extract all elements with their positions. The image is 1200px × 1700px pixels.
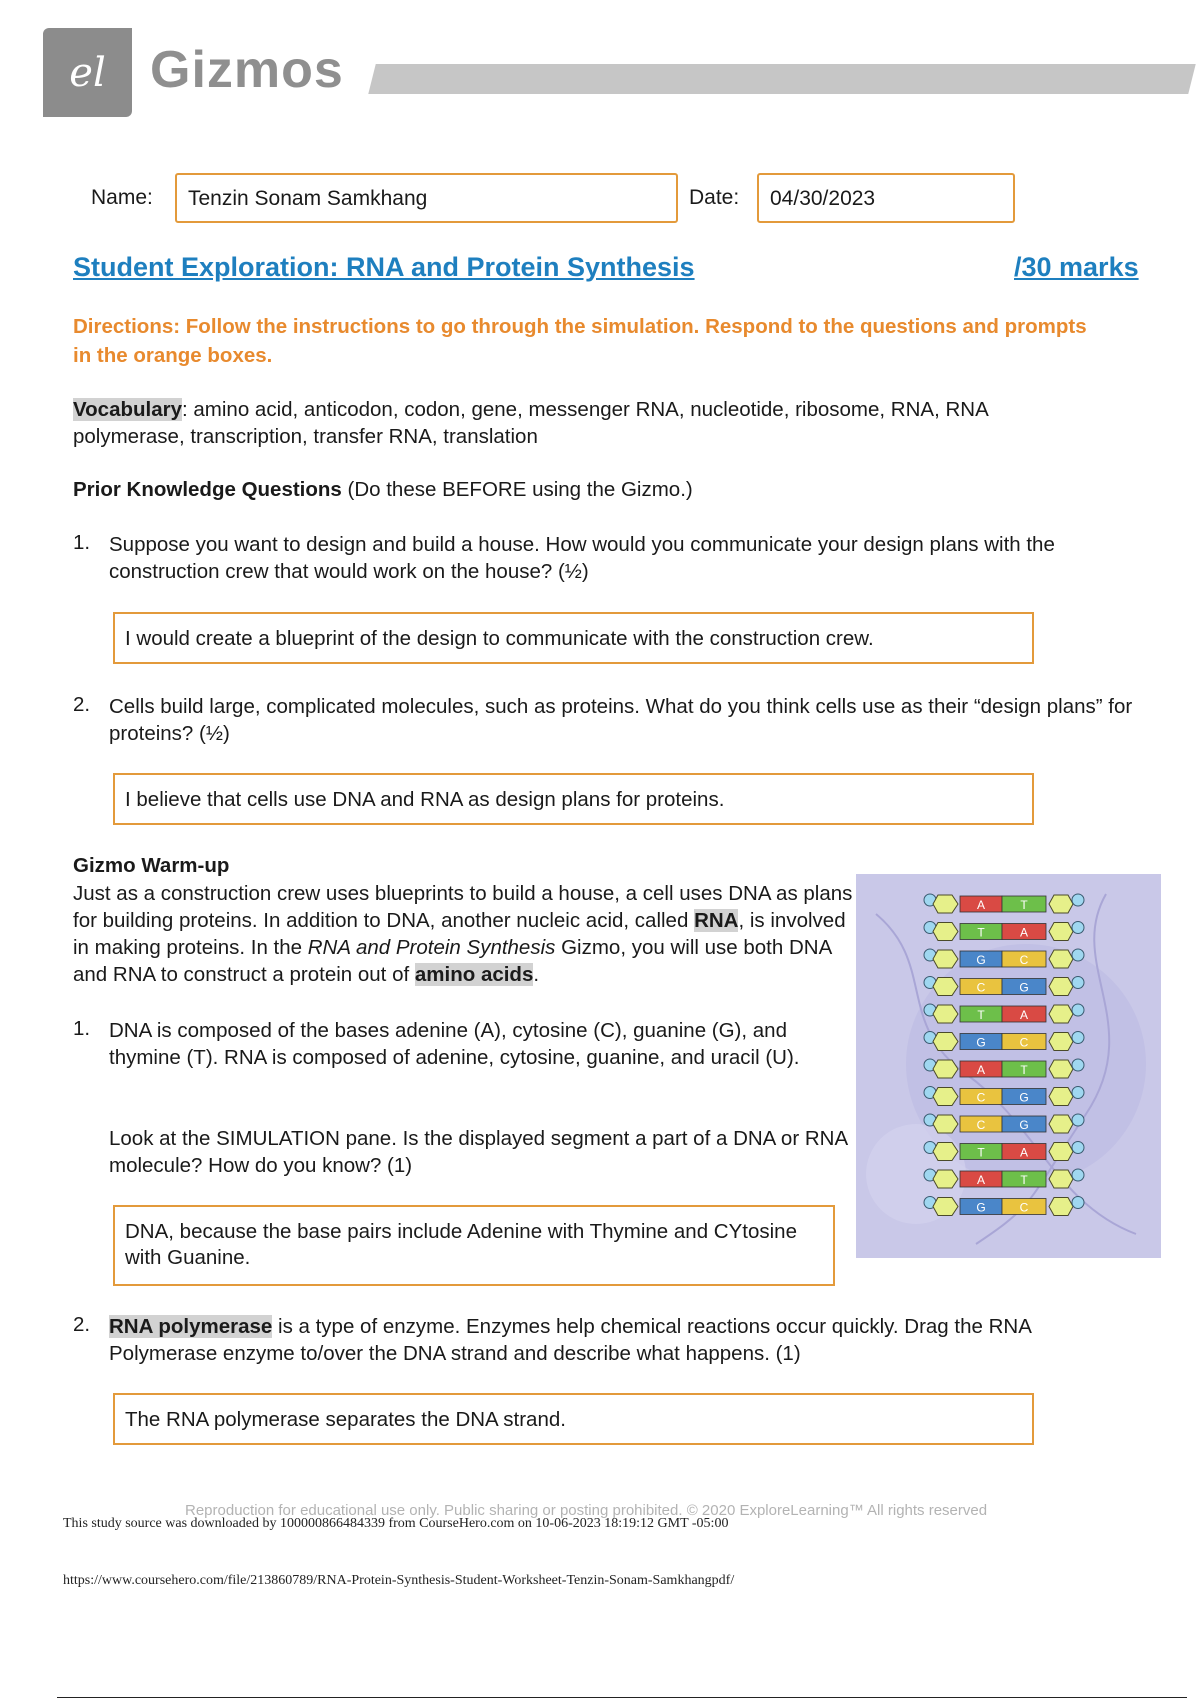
phosphate-right <box>1072 1004 1084 1016</box>
warmup-intro-3: Gizmo, you will use both DNA and RNA to construct a protein out of <box>73 936 832 986</box>
sugar-left <box>933 978 958 996</box>
dna-simulation-image <box>856 874 1161 1258</box>
amino-acids-term: amino acids <box>414 963 534 986</box>
base-letter-left: T <box>977 1145 985 1160</box>
name-field[interactable]: Tenzin Sonam Samkhang <box>175 173 678 223</box>
base-letter-right: G <box>1019 1118 1029 1132</box>
date-label: Date: <box>689 186 740 209</box>
sugar-left <box>933 1005 958 1023</box>
base-letter-left: A <box>976 1063 986 1077</box>
sugar-left <box>933 1143 958 1161</box>
prior-answer-2[interactable]: I believe that cells use DNA and RNA as design plans for proteins. <box>113 773 1034 825</box>
download-source-note: This study source was downloaded by 100000866484339 from CourseHero.com on 10-06-2023 18:19:12 GMT -05:00 <box>63 1516 729 1531</box>
phosphate-right <box>1072 1087 1084 1099</box>
source-url-link[interactable]: https://www.coursehero.com/file/213860789/RNA-Protein-Synthesis-Student-Worksheet-Tenzin-Sonam-Samkhangpdf/ <box>63 1573 735 1588</box>
sugar-left <box>933 1115 958 1133</box>
date-field[interactable]: 04/30/2023 <box>757 173 1015 223</box>
base-letter-left: C <box>976 980 986 995</box>
header-bar <box>368 64 1195 94</box>
phosphate-right <box>1072 1197 1084 1209</box>
sugar-right <box>1049 950 1073 968</box>
sugar-left <box>933 1088 958 1106</box>
base-letter-right: G <box>1019 980 1029 995</box>
base-letter-left: T <box>977 1008 985 1022</box>
warmup-q2-text <box>109 1313 1139 1367</box>
prior-heading-note: (Do these BEFORE using the Gizmo.) <box>341 478 693 501</box>
sugar-left <box>933 1060 958 1078</box>
sugar-right <box>1049 1170 1073 1188</box>
sugar-right <box>1049 895 1073 913</box>
phosphate-right <box>1072 1059 1084 1071</box>
warmup-intro-2: , is involved in making proteins. In the <box>73 909 846 959</box>
warmup-intro-1: Just as a construction crew uses blueprints to build a house, a cell uses DNA as plans for building proteins. In addition to DNA, another nucleic acid, called <box>73 882 853 932</box>
sugar-left <box>933 950 958 968</box>
warmup-answer-1[interactable]: DNA, because the base pairs include Adenine with Thymine and CYtosine with Guanine. <box>113 1205 835 1286</box>
directions: Directions: Follow the instructions to go through the simulation. Respond to the questions and prompts in the orange boxes. <box>73 315 1087 367</box>
logo-glyph: el <box>69 49 106 96</box>
warmup-q2-number: 2. <box>73 1313 91 1336</box>
logo-text: Gizmos <box>150 41 344 99</box>
warmup-intro-4: . <box>533 963 540 986</box>
sugar-left <box>933 1033 958 1051</box>
sugar-left <box>933 895 958 913</box>
base-letter-right: G <box>1019 1090 1029 1105</box>
sugar-right <box>1049 923 1073 941</box>
sugar-right <box>1049 1198 1073 1216</box>
sugar-right <box>1049 1033 1073 1051</box>
base-letter-left: C <box>976 1090 986 1105</box>
base-letter-left: C <box>976 1118 986 1132</box>
prior-knowledge-heading <box>73 476 693 503</box>
base-letter-left: T <box>977 925 985 940</box>
phosphate-right <box>1072 1032 1084 1044</box>
prior-q1-text: Suppose you want to design and build a house. How would you communicate your design plans with the construction crew that would work on the house? (½) <box>109 533 1055 583</box>
phosphate-right <box>1072 949 1084 961</box>
base-letter-right: T <box>1020 1173 1028 1187</box>
base-letter-right: T <box>1020 898 1028 912</box>
gizmos-logo-icon <box>43 28 132 117</box>
vocabulary-label: Vocabulary <box>73 398 182 421</box>
warmup-intro <box>73 880 853 988</box>
base-letter-right: C <box>1019 1200 1029 1215</box>
base-letter-right: C <box>1019 1035 1029 1050</box>
sugar-right <box>1049 1060 1073 1078</box>
warmup-q2-body: is a type of enzyme. Enzymes help chemical reactions occur quickly. Drag the RNA Polymerase enzyme to/over the DNA strand and describe what happens. (1) <box>109 1315 1031 1365</box>
sugar-right <box>1049 1005 1073 1023</box>
base-letter-left: G <box>976 953 986 967</box>
warmup-heading: Gizmo Warm-up <box>73 854 230 877</box>
prior-heading-text: Prior Knowledge Questions <box>73 478 342 501</box>
phosphate-right <box>1072 922 1084 934</box>
rna-term: RNA <box>694 909 739 932</box>
copyright-watermark: Reproduction for educational use only. Public sharing or posting prohibited. © 2020 ExploreLearning™ All rights reserved <box>185 1502 988 1519</box>
base-letter-left: G <box>976 1200 986 1215</box>
marks-total: /30 marks <box>1014 252 1139 282</box>
warmup-q1-text: DNA is composed of the bases adenine (A), cytosine (C), guanine (G), and thymine (T). RNA is composed of adenine, cytosine, guanine, and uracil (U). <box>109 1019 800 1069</box>
name-label: Name: <box>91 186 153 209</box>
phosphate-right <box>1072 1114 1084 1126</box>
sugar-right <box>1049 1088 1073 1106</box>
phosphate-right <box>1072 894 1084 906</box>
phosphate-right <box>1072 1169 1084 1181</box>
vocabulary-paragraph <box>73 396 1103 450</box>
base-letter-right: T <box>1020 1063 1028 1077</box>
base-letter-left: G <box>976 1035 986 1050</box>
base-letter-left: A <box>976 1173 986 1187</box>
sugar-left <box>933 1198 958 1216</box>
sugar-right <box>1049 1115 1073 1133</box>
base-letter-left: A <box>976 898 986 912</box>
base-letter-right: A <box>1019 1008 1029 1022</box>
sugar-right <box>1049 978 1073 996</box>
warmup-q1-number: 1. <box>73 1017 91 1040</box>
base-letter-right: A <box>1019 925 1029 940</box>
rna-polymerase-term: RNA polymerase <box>109 1315 273 1338</box>
sugar-right <box>1049 1143 1073 1161</box>
prior-q2-number: 2. <box>73 693 91 716</box>
sugar-left <box>933 923 958 941</box>
warmup-answer-2[interactable]: The RNA polymerase separates the DNA strand. <box>113 1393 1034 1445</box>
prior-q2-text: Cells build large, complicated molecules, such as proteins. What do you think cells use as their “design plans” for proteins? (½) <box>109 695 1133 745</box>
base-letter-right: C <box>1019 953 1029 967</box>
gizmo-name: RNA and Protein Synthesis <box>307 936 556 959</box>
page-title: Student Exploration: RNA and Protein Synthesis <box>73 252 695 282</box>
phosphate-right <box>1072 977 1084 989</box>
sugar-left <box>933 1170 958 1188</box>
base-letter-right: A <box>1019 1145 1029 1160</box>
phosphate-right <box>1072 1142 1084 1154</box>
bottom-rule <box>57 1697 1187 1698</box>
prior-answer-1[interactable]: I would create a blueprint of the design to communicate with the construction crew. <box>113 612 1034 664</box>
warmup-q1-prompt: Look at the SIMULATION pane. Is the displayed segment a part of a DNA or RNA molecule? How do you know? (1) <box>109 1127 847 1177</box>
prior-q1-number: 1. <box>73 531 91 554</box>
vocabulary-text: : amino acid, anticodon, codon, gene, messenger RNA, nucleotide, ribosome, RNA, RNA polymerase, transcription, transfer RNA, translation <box>73 398 988 448</box>
